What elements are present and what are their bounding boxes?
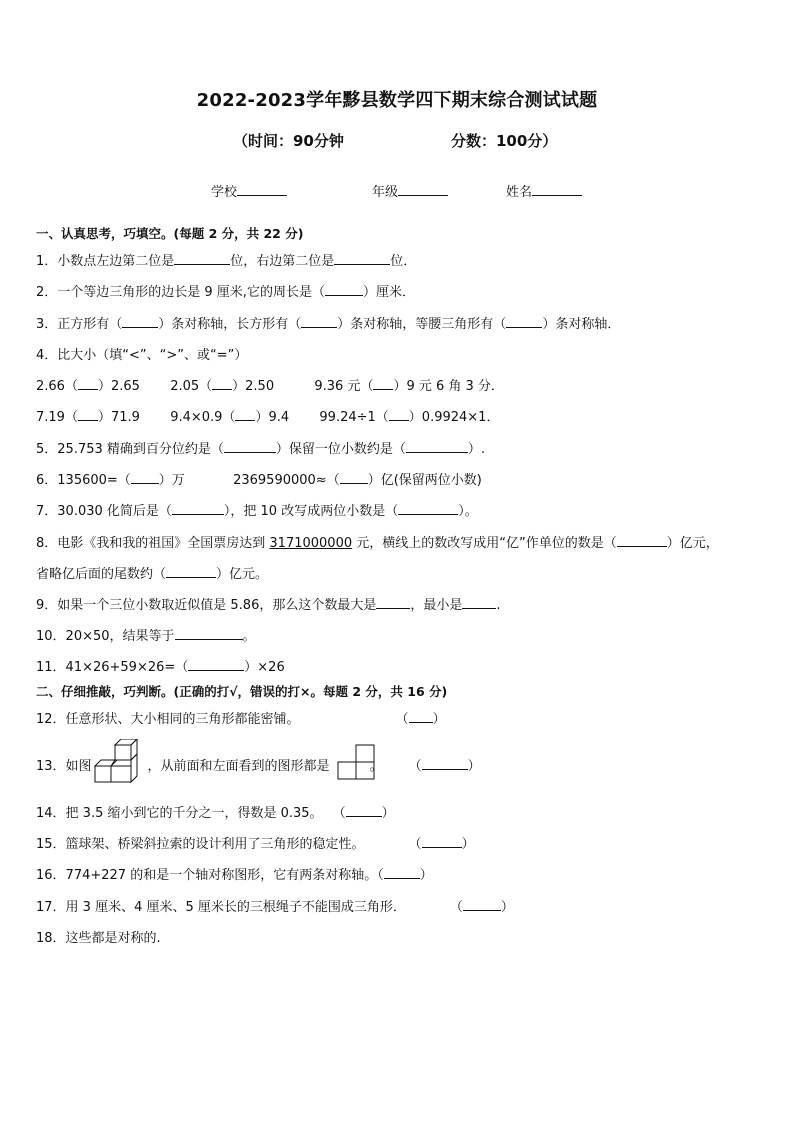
q3-text-a: 3．正方形有（ — [36, 317, 123, 332]
q6-text-d: ）亿(保留两位小数) — [367, 473, 482, 488]
question-4-row-2 — [36, 406, 499, 425]
q9-text-c: . — [496, 598, 501, 613]
q7-text-b: ），把 10 改写成两位小数是（ — [223, 504, 399, 519]
q6-text-c: 2369590000≈（ — [233, 473, 340, 488]
q4-r2-a1: 7.19（ — [36, 410, 78, 425]
q8-blank-2[interactable] — [166, 565, 216, 578]
cube-stack-figure — [93, 739, 143, 787]
q16-blank[interactable] — [384, 866, 420, 879]
q4-r2-c1: 99.24÷1（ — [319, 410, 389, 425]
q12-blank[interactable] — [409, 710, 433, 723]
q4-r2-a2: ）71.9 — [97, 410, 140, 425]
q3-text-b: ）条对称轴，长方形有（ — [158, 317, 302, 332]
q1-text-a: 1．小数点左边第二位是 — [36, 254, 175, 269]
q13-text-c: 。 — [369, 759, 383, 774]
question-6 — [36, 469, 482, 488]
question-18: 18．这些都是对称的. — [36, 931, 161, 946]
q4-r1-blank-b[interactable] — [212, 377, 232, 390]
q7-text-c: ）。 — [458, 504, 478, 519]
q8-text-a: 8．电影《我和我的祖国》全国票房达到 — [36, 536, 270, 551]
question-9 — [36, 594, 501, 613]
q3-blank-3[interactable] — [506, 315, 542, 328]
name-field — [506, 181, 582, 200]
question-16 — [36, 864, 433, 883]
q11-text-a: 11．41×26+59×26=（ — [36, 660, 189, 675]
q8-blank-1[interactable] — [617, 534, 667, 547]
school-blank[interactable] — [237, 183, 287, 196]
q12-text: 12．任意形状、大小相同的三角形都能密铺。 — [36, 712, 300, 727]
name-label: 姓名 — [506, 185, 533, 200]
question-5 — [36, 438, 485, 457]
q3-text-c: ）条对称轴，等腰三角形有（ — [337, 317, 507, 332]
q3-blank-2[interactable] — [301, 315, 337, 328]
q7-blank-2[interactable] — [398, 502, 458, 515]
q17-close: ） — [500, 900, 514, 915]
q5-blank-2[interactable] — [406, 440, 468, 453]
q14-open: （ — [332, 806, 346, 821]
page-title: 2022-2023学年黟县数学四下期末综合测试试题 — [196, 90, 598, 111]
q8-text-b: 元，横线上的数改写成用“亿”作单位的数是（ — [352, 536, 617, 551]
q13-text-a: 13．如图 — [36, 759, 92, 774]
q16-close: ） — [419, 868, 433, 883]
q6-text-b: ）万 — [158, 473, 185, 488]
q4-r2-blank-a[interactable] — [78, 408, 98, 421]
q1-blank-1[interactable] — [174, 252, 230, 265]
question-12 — [36, 708, 446, 727]
question-11 — [36, 656, 285, 675]
q12-open: （ — [395, 712, 409, 727]
q8-text-c: ）亿元， — [666, 536, 719, 551]
question-8 — [36, 532, 719, 551]
q4-r1-a1: 2.66（ — [36, 379, 78, 394]
q13-open: （ — [408, 759, 422, 774]
q4-r2-blank-b[interactable] — [235, 408, 255, 421]
q6-blank-1[interactable] — [131, 471, 159, 484]
q4-r2-b2: ）9.4 — [255, 410, 290, 425]
q14-close: ） — [381, 806, 395, 821]
q8-underlined-number: 3171000000 — [269, 536, 353, 551]
question-10 — [36, 625, 256, 644]
section-1-heading: 一、认真思考，巧填空。(每题 2 分，共 22 分) — [36, 226, 304, 241]
q12-close: ） — [432, 712, 446, 727]
exam-time: （时间：90分钟 — [233, 132, 344, 150]
question-7 — [36, 500, 478, 519]
q9-text-a: 9．如果一个三位小数取近似值是 5.86，那么这个数最大是 — [36, 598, 377, 613]
q17-blank[interactable] — [463, 898, 501, 911]
q10-text-a: 10．20×50，结果等于 — [36, 629, 175, 644]
q8-text-e: ）亿元。 — [216, 567, 269, 582]
view-shape-figure — [336, 744, 376, 781]
question-4-row-1 — [36, 375, 504, 394]
exam-score: 分数：100分） — [451, 132, 558, 150]
q11-blank[interactable] — [188, 658, 244, 671]
q2-text-a: 2．一个等边三角形的边长是 9 厘米,它的周长是（ — [36, 285, 325, 300]
q13-text-b: ，从前面和左面看到的图形都是 — [147, 759, 330, 774]
q15-open: （ — [408, 837, 422, 852]
q4-r2-c2: ）0.9924×1． — [408, 410, 500, 425]
q16-text: 16．774+227 的和是一个轴对称图形，它有两条对称轴。（ — [36, 868, 384, 883]
q17-text: 17．用 3 厘米、4 厘米、5 厘米长的三根绳子不能围成三角形． — [36, 900, 406, 915]
q4-r1-blank-c[interactable] — [373, 377, 393, 390]
q10-blank[interactable] — [175, 627, 243, 640]
q1-text-b: 位，右边第二位是 — [230, 254, 335, 269]
q5-blank-1[interactable] — [224, 440, 276, 453]
q11-text-b: ）×26 — [244, 660, 285, 675]
q13-blank[interactable] — [422, 757, 468, 770]
q6-blank-2[interactable] — [340, 471, 368, 484]
q15-text: 15．篮球架、桥梁斜拉索的设计利用了三角形的稳定性。 — [36, 837, 365, 852]
q4-r1-b1: 2.05（ — [170, 379, 213, 394]
question-1 — [36, 250, 416, 269]
q15-blank[interactable] — [422, 835, 462, 848]
question-3 — [36, 313, 620, 332]
grade-field — [372, 181, 448, 200]
grade-label: 年级 — [372, 185, 399, 200]
school-label: 学校 — [211, 185, 238, 200]
question-2 — [36, 281, 415, 300]
question-8-cont — [36, 563, 268, 582]
q3-blank-1[interactable] — [122, 315, 158, 328]
question-14 — [36, 802, 395, 821]
q4-r1-a2: ）2.65 — [97, 379, 140, 394]
q9-blank-2[interactable] — [462, 596, 496, 609]
q5-text-b: ）保留一位小数约是（ — [275, 442, 406, 457]
q5-text-c: ）. — [467, 442, 486, 457]
q4-r1-c1: 9.36 元（ — [314, 379, 374, 394]
q9-blank-1[interactable] — [376, 596, 410, 609]
question-17 — [36, 896, 514, 915]
q6-text-a: 6．135600=（ — [36, 473, 131, 488]
q14-text: 14．把 3.5 缩小到它的千分之一，得数是 0.35。 — [36, 806, 323, 821]
q13-close: ） — [467, 759, 481, 774]
question-15 — [36, 833, 475, 852]
grade-blank[interactable] — [398, 183, 448, 196]
q1-blank-2[interactable] — [334, 252, 390, 265]
name-blank[interactable] — [532, 183, 582, 196]
school-field — [211, 181, 287, 200]
q1-text-c: 位． — [390, 254, 417, 269]
section-2-heading: 二、仔细推敲，巧判断。(正确的打√，错误的打×。每题 2 分，共 16 分) — [36, 684, 448, 699]
q4-r2-b1: 9.4×0.9（ — [170, 410, 236, 425]
q4-r1-c2: ）9 元 6 角 3 分． — [393, 379, 504, 394]
q15-close: ） — [461, 837, 475, 852]
q5-text-a: 5．25.753 精确到百分位约是（ — [36, 442, 224, 457]
q17-open: （ — [449, 900, 463, 915]
q7-text-a: 7．30.030 化简后是（ — [36, 504, 172, 519]
q9-text-b: ，最小是 — [410, 598, 463, 613]
q4-r2-blank-c[interactable] — [389, 408, 409, 421]
q14-blank[interactable] — [346, 804, 382, 817]
q7-blank-1[interactable] — [172, 502, 224, 515]
q8-text-d: 省略亿后面的尾数约（ — [36, 567, 167, 582]
q2-blank[interactable] — [325, 283, 363, 296]
q3-text-d: ）条对称轴． — [542, 317, 621, 332]
q4-r1-blank-a[interactable] — [78, 377, 98, 390]
question-4: 4．比大小（填“<”、“>”、或“=”） — [36, 348, 248, 363]
q4-r1-b2: ）2.50 — [232, 379, 275, 394]
q2-text-b: ）厘米． — [362, 285, 415, 300]
q10-text-b: 。 — [242, 629, 256, 644]
